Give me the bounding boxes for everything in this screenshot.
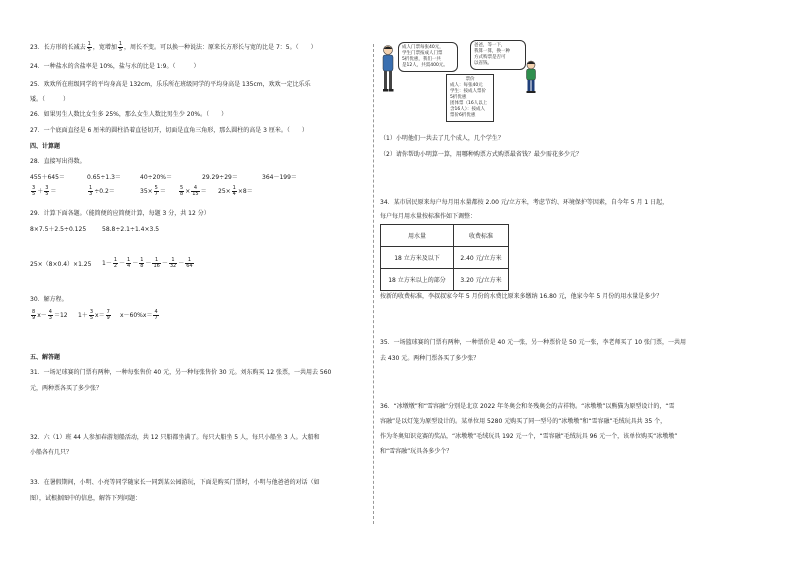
question-36-line2: 容融”是以灯笼为原型设计的。某单位用 5280 元购买了同一型号的“冰墩墩”和“雪容融”毛绒玩具共 35 个， <box>380 418 667 425</box>
calc-2: 0.65÷1.3＝ <box>87 174 121 181</box>
question-31-line1: 31．一场足球赛的门票有两种，一种每张售价 40 元，另一种每张售价 30 元。刘东购买 12 张票，一共用去 560 <box>30 369 332 376</box>
question-28: 28．直接写出得数。 <box>30 158 86 165</box>
question-27: 27．一个底面直径是 6 厘米的圆柱沿着直径切开，切面是直角三角形，那么圆柱的高是 3 厘米。（ ） <box>30 127 308 134</box>
question-35-line1: 35．一场篮球赛的门票有两种，一种票价是 40 元一张，另一种票价是 50 元一张，李老师买了 10 张门票，一共用 <box>380 339 686 346</box>
calc-6: $\frac{3}{5}$ ＋ $\frac{3}{5}$ ＝ <box>32 185 57 197</box>
question-33-line2: 图），试根据图中的信息，解答下列问题： <box>30 495 142 502</box>
column-divider <box>373 44 374 524</box>
question-24: 24．一种盐水的含盐率是 10%，盐与水的比是 1:9。（ ） <box>30 63 200 70</box>
question-25-line2: 矮。（ ） <box>30 96 70 103</box>
calc-3: 40÷20%＝ <box>140 174 172 181</box>
table-header-rate: 收费标准 <box>454 225 509 247</box>
question-33-line1: 33．在暑假期间，小明、小亮等同学随家长一同到某公园游玩，下面是购买门票时，小明与他爸爸的对话（如 <box>30 479 320 486</box>
question-33-part1: （1）小明他们一共去了几个成人，几个学生？ <box>380 135 504 142</box>
section-4-title: 四、计算题 <box>30 143 61 150</box>
question-36-line4: 和“雪容融”玩具各多少个？ <box>380 448 453 455</box>
calc-9: $\frac{5}{8}$ × $\frac{4}{15}$ ＝ <box>180 185 207 197</box>
table-row: 18 立方米及以下 2.40 元/立方米 <box>381 247 509 269</box>
ticket-price-sign: 票价 成人：每张40元 学生：按成人票价 5折优惠 团体票（16人以上 含16人）：按成人 票价6折优惠 <box>446 74 494 122</box>
question-25-line1: 25．欢欢所在班级同学的平均身高是 132cm，乐乐所在班级同学的平均身高是 135cm，欢欢一定比乐乐 <box>30 81 311 88</box>
adult-speech-bubble: 成人门票每张40元， 学生门票按成人门票 5折优惠，我们一共 是12人，共需400元。 <box>398 42 458 72</box>
question-33-part2: （2）请你帮助小明算一算，用哪种购票方式购票最省钱？最少需花多少元？ <box>380 151 582 158</box>
equation-2: 1＋ $\frac{3}{5}$ x＝ $\frac{7}{9}$ <box>78 309 110 321</box>
calc-5: 364－199＝ <box>262 174 297 181</box>
expr-1: 8×7.5＋2.5÷0.125 <box>30 226 87 233</box>
question-35-line2: 去 430 元。两种门票各买了多少张？ <box>380 355 480 362</box>
question-34-line1: 34．某市居民原来每户每月用水量都按 2.00 元/立方米，考虑节约、环境保护等因素，自今年 5 月 1 日起， <box>380 199 669 206</box>
expr-2: 58.8÷2.1÷1.4×3.5 <box>102 226 160 233</box>
question-32-line2: 小船各有几只？ <box>30 449 73 456</box>
question-32-line1: 32．六（1）班 44 人参加春游划船活动，共 12 只船都坐满了。每只大船坐 5 人，每只小船坐 3 人。大船和 <box>30 434 320 441</box>
calc-7: $\frac{1}{3}$ ÷0.2＝ <box>89 185 115 197</box>
table-header-usage: 用水量 <box>381 225 454 247</box>
question-34-line2: 每户每月用水量按标准作如下调整： <box>380 213 477 220</box>
question-34-line3: 按新的收费标准，李叔叔家今年 5 月份的水费比原来多缴纳 16.80 元，他家今年 5 月份的用水量是多少？ <box>380 293 663 300</box>
child-speech-bubble: 爸爸，等一下， 我算一算，换一种 方式购票是否可 以省钱。 <box>470 40 526 70</box>
calc-8: 35× $\frac{5}{7}$ ＝ <box>140 185 166 197</box>
section-5-title: 五、解答题 <box>30 354 61 361</box>
question-36-line1: 36．“冰墩墩”和“雪容融”分别是北京 2022 年冬奥会和冬残奥会的吉祥物。“冰墩墩”以熊猫为原型设计的，“雪 <box>380 403 675 410</box>
calc-4: 29.29÷29＝ <box>202 174 238 181</box>
question-31-line2: 元，两种票各买了多少张？ <box>30 385 103 392</box>
expr-4: 1－ $\frac{1}{2}$ － $\frac{1}{4}$ － $\frac{1}{8}$ － $\frac{1}{16}$ － $\frac{1}{32}$ － $\frac{1}{64}$ <box>102 257 193 269</box>
question-29: 29．计算下面各题。（能简便的应简便计算，每题 3 分，共 12 分） <box>30 210 210 217</box>
table-row: 18 立方米以上的部分 3.20 元/立方米 <box>381 269 509 291</box>
calc-10: 25× $\frac{1}{4}$ ×8＝ <box>218 185 253 197</box>
question-23: 23．长方形的长减去 $\frac{1}{5}$ ，宽增加 $\frac{1}{5}$ ，周长不变。可以换一种说法：原来长方形长与宽的比是 7：5。（ ） <box>30 41 317 53</box>
adult-figure-icon <box>380 44 396 94</box>
question-36-line3: 作为冬奥知识竞赛的奖品，“冰墩墩”毛绒玩具 192 元一个，“雪容融”毛绒玩具 96 元一个，该单位购买“冰墩墩” <box>380 433 678 440</box>
water-rate-table <box>380 224 509 291</box>
equation-3: x－60%x＝ $\frac{4}{7}$ <box>120 309 158 321</box>
calc-1: 455＋645＝ <box>30 174 65 181</box>
equation-1: $\frac{8}{9}$ x－ $\frac{4}{3}$ ＝12 <box>32 309 68 321</box>
question-30: 30．解方程。 <box>30 296 68 303</box>
expr-3: 25×（8×0.4）×1.25 <box>30 261 92 268</box>
question-26: 26．如果男生人数比女生多 25%，那么女生人数比男生少 20%。（ ） <box>30 111 228 118</box>
child-figure-icon <box>524 60 538 96</box>
